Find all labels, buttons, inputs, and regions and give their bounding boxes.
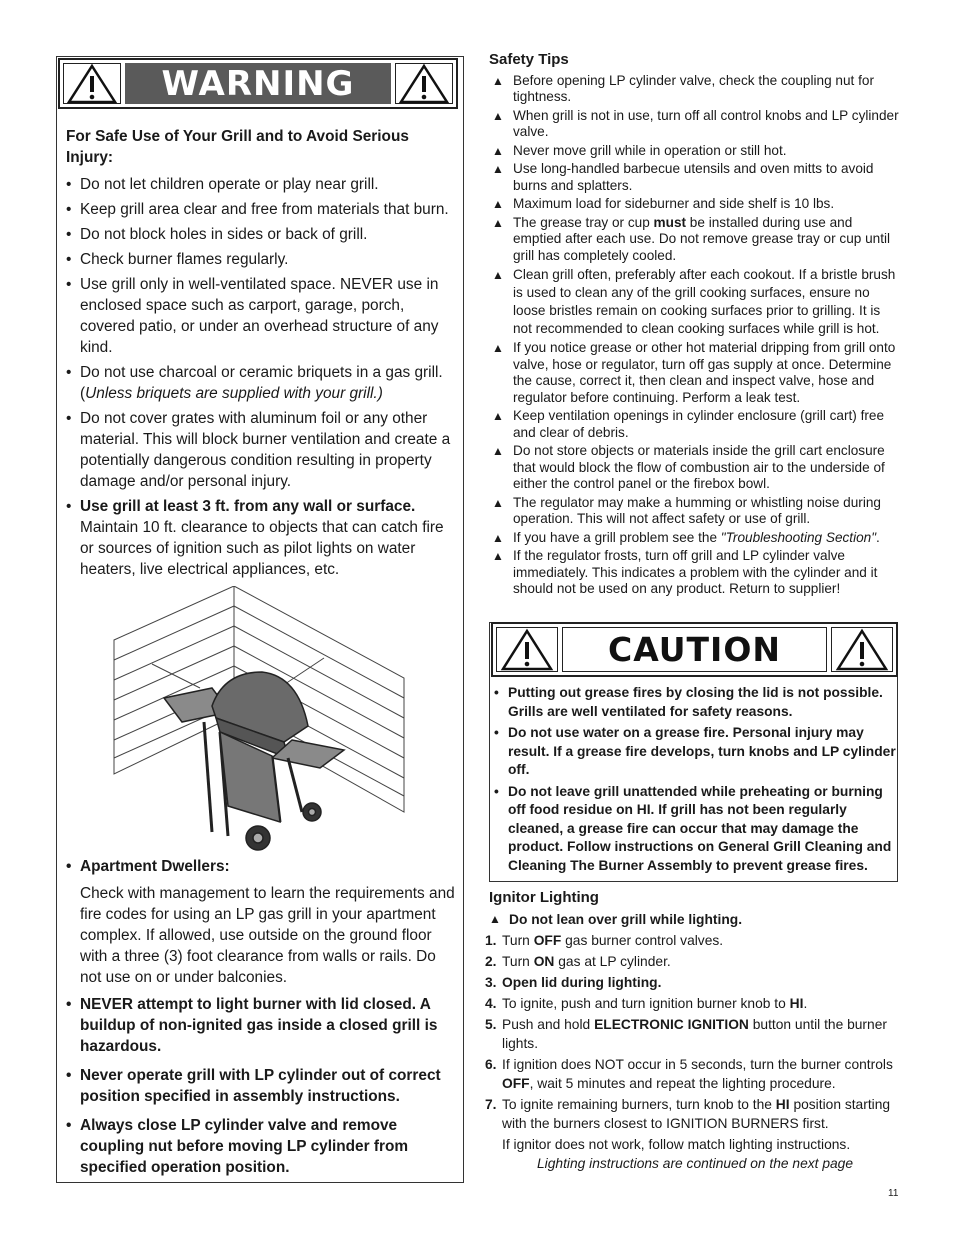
list-item: ▲ If the regulator frosts, turn off grill and LP cylinder valve immediately. This indicates a problem with the cylinder and it should not be used on any product. Return to supplier! bbox=[489, 548, 901, 598]
list-item: 6. If ignition does NOT occur in 5 seconds, turn the burner controls OFF, wait 5 minutes and repeat the lighting procedure. bbox=[485, 1057, 893, 1091]
match-lighting-note: If ignitor does not work, follow match lighting instructions. bbox=[502, 1137, 851, 1152]
list-item: • Do not cover grates with aluminum foil or any other material. This will block burner ventilation and create a potentially dangerous condition resulting in property damage and/or personal injury. bbox=[66, 408, 456, 492]
list-item: 3. Open lid during lighting. bbox=[485, 975, 662, 990]
ignitor-steps bbox=[485, 931, 901, 1133]
warning-title: WARNING bbox=[125, 63, 391, 104]
list-item bbox=[66, 496, 456, 580]
continued-note: Lighting instructions are continued on the next page bbox=[537, 1156, 854, 1171]
list-item: • Never operate grill with LP cylinder out of correct position specified in assembly instructions. bbox=[66, 1065, 456, 1107]
warning-bullet-list bbox=[66, 174, 456, 580]
list-item: • Use grill only in well-ventilated space. NEVER use in enclosed space such as carport, garage, porch, covered patio, or under an overhead structure of any kind. bbox=[66, 274, 456, 358]
list-item: 5. Push and hold ELECTRONIC IGNITION button until the burner lights. bbox=[485, 1017, 887, 1051]
briquet-note: Unless briquets are supplied with your grill.) bbox=[85, 385, 383, 402]
list-item: 1. Turn OFF gas burner control valves. bbox=[485, 933, 724, 948]
list-item: ▲ Keep ventilation openings in cylinder enclosure (grill cart) free and clear of debris. bbox=[489, 408, 901, 441]
list-item: • Keep grill area clear and free from materials that burn. bbox=[66, 199, 456, 220]
troubleshooting-reference: "Troubleshooting Section" bbox=[720, 529, 877, 545]
list-item bbox=[489, 215, 901, 265]
list-item: 4. To ignite, push and turn ignition burner knob to HI. bbox=[485, 996, 808, 1011]
warning-content-lower bbox=[66, 856, 456, 1182]
list-item-text: Do not use charcoal or ceramic briquets in a gas grill. bbox=[80, 364, 443, 381]
list-item bbox=[66, 362, 456, 404]
list-item: ▲ Clean grill often, preferably after each cookout. If a bristle brush is used to clean any of the grill cooking surfaces, ensure no loose bristles remain on cooking surfaces prior to grilling. It is not recommended to clean cooking surfaces while grill is hot. bbox=[489, 266, 901, 338]
list-item: ▲ Do not store objects or materials inside the grill cart enclosure that would block the flow of combustion air to the underside of either the control panel or the firebox bowl. bbox=[489, 443, 901, 493]
caution-triangle-icon bbox=[831, 627, 893, 672]
list-item: ▲ Never move grill while in operation or still hot. bbox=[489, 143, 901, 160]
caution-triangle-icon bbox=[496, 627, 558, 672]
ignitor-lead-warning: ▲ Do not lean over grill while lighting. bbox=[489, 910, 901, 929]
list-item: • Do not leave grill unattended while preheating or burning off food residue on HI. If grill has not been regularly cleaned, a grease fire can occur that may damage the product. Follow instructions on General Grill Cleaning and Cleaning The Burner Assembly to prevent grease fires. bbox=[494, 783, 896, 876]
list-item: • Always close LP cylinder valve and remove coupling nut before moving LP cylinder from specified operation position. bbox=[66, 1115, 456, 1178]
warning-banner bbox=[58, 58, 458, 109]
warning-triangle-icon bbox=[63, 63, 121, 104]
list-item: ▲ The regulator may make a humming or whistling noise during operation. This will not affect safety or use of grill. bbox=[489, 495, 901, 528]
caution-list bbox=[494, 684, 896, 878]
list-item: • Do not use water on a grease fire. Personal injury may result. If a grease fire develops, turn knobs and LP cylinder off. bbox=[494, 724, 896, 780]
grease-text-post: be installed during use and emptied after each use. Do not remove grease tray or cup until grill has completely cooled. bbox=[513, 214, 891, 263]
list-item: ▲ Before opening LP cylinder valve, check the coupling nut for tightness. bbox=[489, 73, 901, 106]
trouble-post: . bbox=[876, 529, 880, 545]
list-item: ▲ Use long-handled barbecue utensils and oven mitts to avoid burns and splatters. bbox=[489, 161, 901, 194]
page-number: 11 bbox=[888, 1188, 899, 1199]
clearance-rest: Maintain 10 ft. clearance to objects that can catch fire or sources of ignition such as pilot lights on water heaters, live electrical appliances, etc. bbox=[80, 519, 444, 578]
ignitor-lighting-title: Ignitor Lighting bbox=[489, 889, 599, 906]
list-item: • Do not let children operate or play near grill. bbox=[66, 174, 456, 195]
warning-triangle-icon bbox=[395, 63, 453, 104]
ignitor-lighting-section bbox=[485, 888, 901, 1173]
grease-text-pre: The grease tray or cup bbox=[513, 214, 654, 230]
apartment-list bbox=[66, 856, 456, 877]
safety-tips-title: Safety Tips bbox=[489, 51, 569, 68]
safety-tips-list bbox=[489, 73, 901, 598]
list-item: • NEVER attempt to light burner with lid closed. A buildup of non-ignited gas inside a closed grill is hazardous. bbox=[66, 994, 456, 1057]
list-item: ▲ If you notice grease or other hot material dripping from grill onto valve, hose or regulator, turn off gas supply at once. Determine the cause, correct it, then clean and inspect valve, hose and regulator before continuing. Perform a leak test. bbox=[489, 340, 901, 406]
list-item: 7. To ignite remaining burners, turn knob to the HI position starting with the burners closest to IGNITION BURNERS first. bbox=[485, 1097, 891, 1131]
warning-bold-list bbox=[66, 994, 456, 1178]
list-item: ▲ When grill is not in use, turn off all control knobs and LP cylinder valve. bbox=[489, 108, 901, 141]
list-item bbox=[489, 530, 901, 547]
clearance-bold: Use grill at least 3 ft. from any wall or surface. bbox=[80, 498, 416, 515]
grill-clearance-illustration bbox=[112, 586, 412, 856]
list-item: 2. Turn ON gas at LP cylinder. bbox=[485, 954, 671, 969]
caution-title: CAUTION bbox=[562, 627, 827, 672]
list-item: ▲ Maximum load for sideburner and side shelf is 10 lbs. bbox=[489, 196, 901, 213]
grease-text-bold: must bbox=[653, 214, 687, 230]
caution-banner bbox=[491, 622, 898, 677]
apartment-title: • Apartment Dwellers: bbox=[66, 856, 456, 877]
list-item: • Check burner flames regularly. bbox=[66, 249, 456, 270]
list-item: • Do not block holes in sides or back of grill. bbox=[66, 224, 456, 245]
briquet-note-paren: ( bbox=[80, 385, 86, 402]
warning-intro: For Safe Use of Your Grill and to Avoid Serious Injury: bbox=[66, 128, 409, 166]
apartment-text: Check with management to learn the requirements and fire codes for using an LP gas grill in your apartment complex. If allowed, use outside on the ground floor with a three (3) foot clearance from walls or rails. Do not use on or under balconies. bbox=[80, 885, 455, 986]
warning-content bbox=[66, 126, 456, 584]
trouble-pre: If you have a grill problem see the bbox=[513, 529, 721, 545]
safety-tips-section bbox=[489, 52, 901, 600]
list-item: • Putting out grease fires by closing the lid is not possible. Grills are well ventilated for safety reasons. bbox=[494, 684, 896, 721]
